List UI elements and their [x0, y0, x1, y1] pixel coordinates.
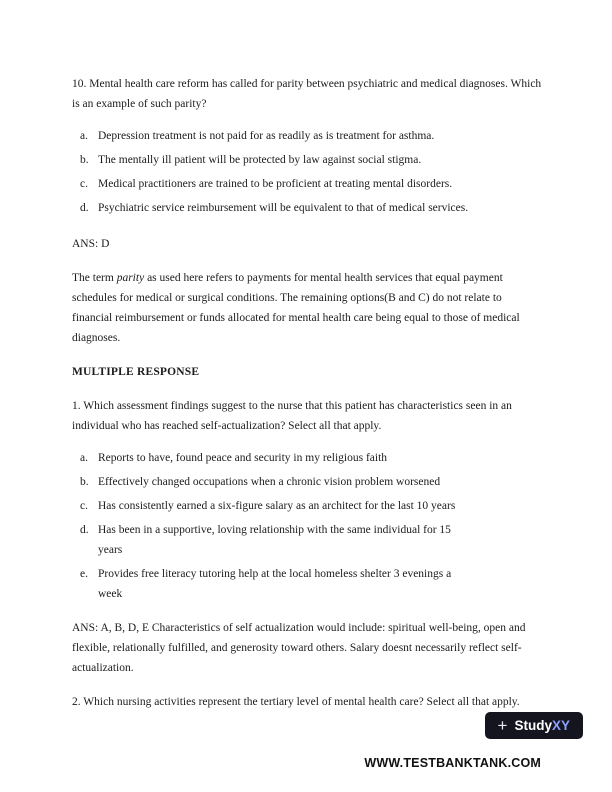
option-row — [80, 564, 542, 604]
option-text: Provides free literacy tutoring help at the local homeless shelter 3 evenings a week — [98, 568, 452, 600]
brand-study: Study — [514, 717, 552, 733]
question-1-answer: ANS: A, B, D, E Characteristics of self actualization would include: spiritual well-being, open and flexible, relationally fulfilled, and generosity toward others. Salary doesnt necessarily reflect self-actualization. — [72, 622, 526, 674]
option-letter: d. — [80, 202, 89, 214]
option-row — [80, 472, 542, 492]
option-text: Effectively changed occupations when a chronic vision problem worsened — [98, 476, 441, 488]
option-letter: d. — [80, 524, 89, 536]
brand-xy: XY — [551, 717, 570, 733]
website-url: WWW.TESTBANKTANK.COM — [364, 756, 541, 770]
question-10-answer: ANS: D — [72, 238, 110, 250]
option-text: Psychiatric service reimbursement will be equivalent to that of medical services. — [98, 202, 469, 214]
option-letter: c. — [80, 178, 88, 190]
option-text: Medical practitioners are trained to be proficient at treating mental disorders. — [98, 178, 453, 190]
option-letter: b. — [80, 476, 89, 488]
option-letter: a. — [80, 452, 88, 464]
option-row — [80, 448, 542, 468]
question-10-rationale — [72, 268, 542, 348]
studyxy-logo-text — [514, 719, 570, 733]
option-text: Depression treatment is not paid for as readily as is treatment for asthma. — [98, 130, 435, 142]
rationale-text: as used here refers to payments for mental health services that equal payment schedules for medical or surgical conditions. The remaining options(B and C) do not relate to financial reimbursement or funds allocated for mental health care being equal to those of medical diagnoses. — [72, 272, 520, 344]
option-row — [80, 174, 542, 194]
studyxy-badge — [485, 712, 583, 739]
option-text: Reports to have, found peace and security in my religious faith — [98, 452, 388, 464]
option-row — [80, 496, 542, 516]
option-letter: c. — [80, 500, 88, 512]
option-text: Has been in a supportive, loving relationship with the same individual for 15 years — [98, 524, 451, 556]
option-row — [80, 520, 542, 560]
question-1-text: 1. Which assessment findings suggest to the nurse that this patient has characteristics seen in an individual who has reached self-actualization? Select all that apply. — [72, 400, 512, 432]
option-row — [80, 150, 542, 170]
option-text: Has consistently earned a six-figure salary as an architect for the last 10 years — [98, 500, 456, 512]
question-10-text: 10. Mental health care reform has called for parity between psychiatric and medical diagnoses. Which is an example of such parity? — [72, 78, 542, 110]
option-letter: b. — [80, 154, 89, 166]
question-2-text: 2. Which nursing activities represent the tertiary level of mental health care? Select all that apply. — [72, 696, 520, 708]
question-10-options — [80, 126, 542, 218]
document-content — [72, 74, 542, 712]
option-letter: e. — [80, 568, 88, 580]
rationale-text: The term — [72, 272, 117, 284]
rationale-italic-term: parity — [116, 272, 145, 284]
option-letter: a. — [80, 130, 88, 142]
question-1-options — [80, 448, 542, 604]
option-text: The mentally ill patient will be protected by law against social stigma. — [98, 154, 422, 166]
section-heading: MULTIPLE RESPONSE — [72, 366, 200, 378]
option-row — [80, 198, 542, 218]
plus-icon: + — [497, 715, 508, 735]
option-row — [80, 126, 542, 146]
